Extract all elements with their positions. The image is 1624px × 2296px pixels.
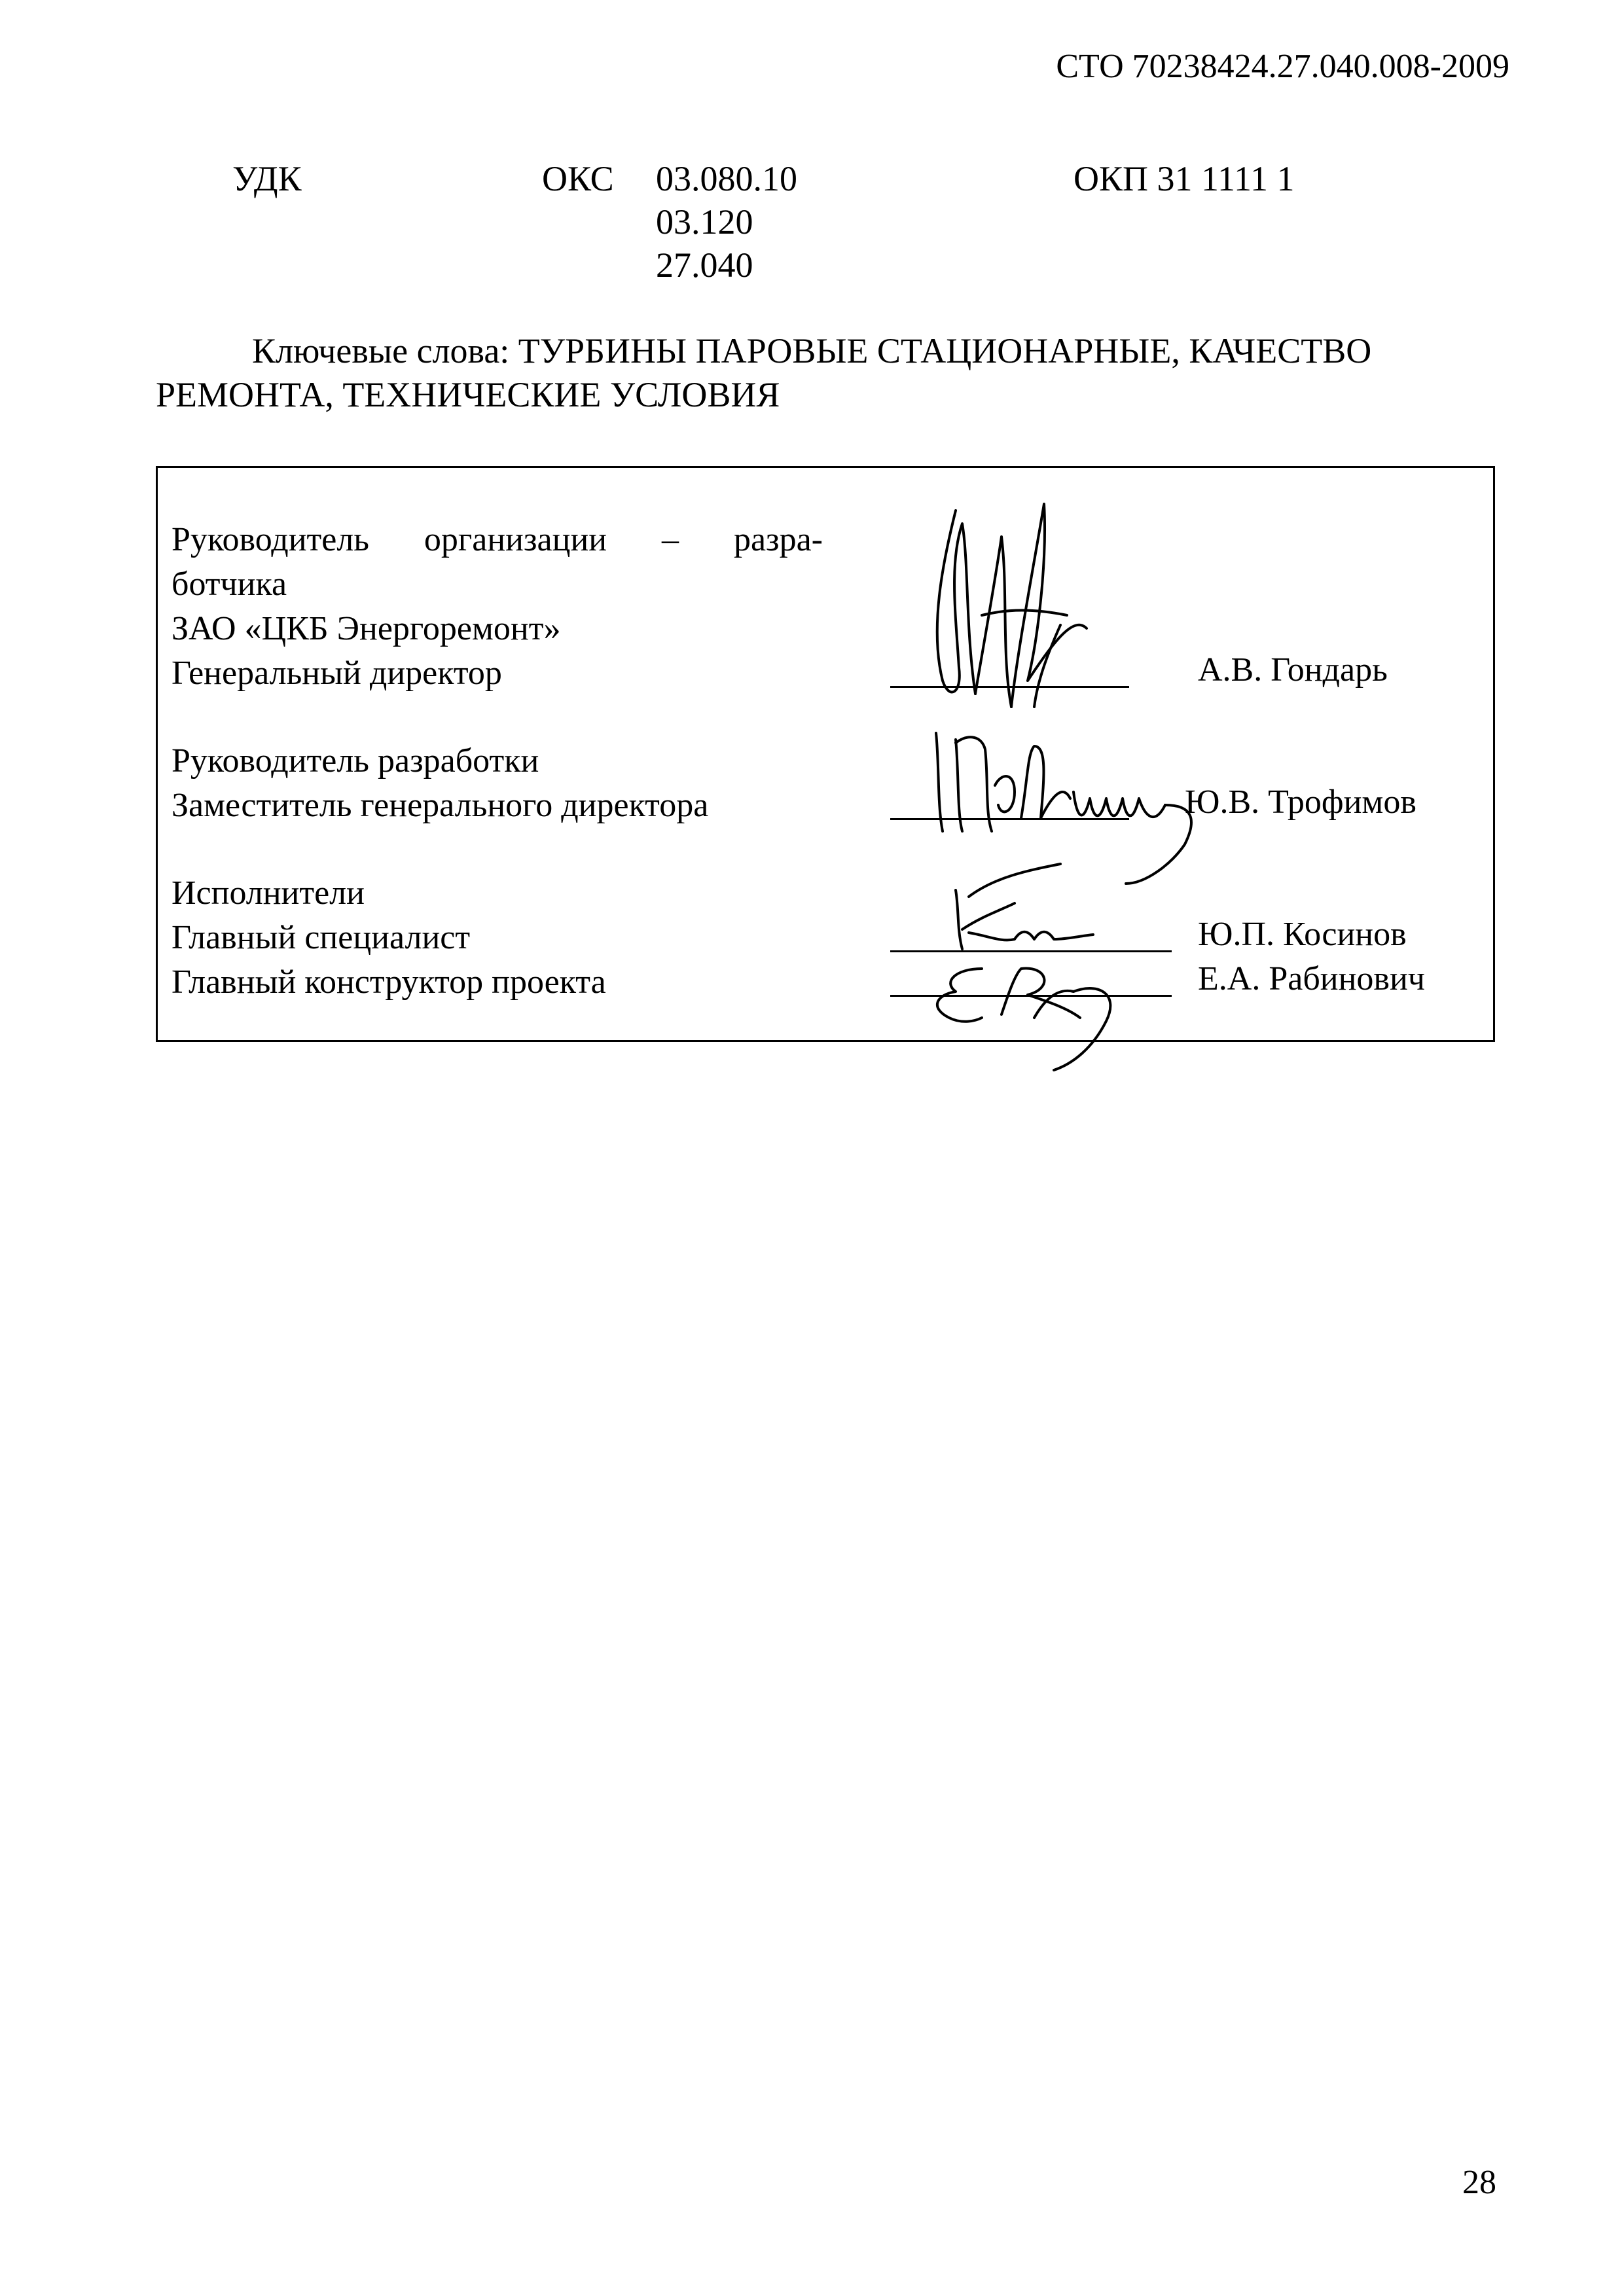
block1-name: А.В. Гондарь — [1198, 651, 1388, 689]
oks-code-2: 03.120 — [656, 202, 753, 242]
oks-code-3: 27.040 — [656, 245, 753, 285]
block2-name: Ю.В. Трофимов — [1185, 783, 1416, 821]
block1-role-line-3: ЗАО «ЦКБ Энергоремонт» — [171, 610, 561, 647]
signature-rabinovich — [903, 956, 1139, 1073]
keywords-line-1: Ключевые слова: ТУРБИНЫ ПАРОВЫЕ СТАЦИОНАРНЫЕ, КАЧЕСТВО — [252, 331, 1372, 370]
block3-role-line-1: Исполнители — [171, 874, 365, 912]
block3-role-line-3: Главный конструктор проекта — [171, 963, 606, 1001]
signature-gondar — [903, 484, 1126, 720]
signature-kosinov — [929, 857, 1126, 962]
block1-role-line-1: Руководитель организации – разра- — [171, 521, 823, 558]
block3-name-1: Ю.П. Косинов — [1198, 916, 1407, 953]
block3-name-2: Е.А. Рабинович — [1198, 960, 1425, 997]
okp-code: ОКП 31 1111 1 — [1074, 159, 1295, 198]
block3-role-line-2: Главный специалист — [171, 919, 471, 956]
document-code: СТО 70238424.27.040.008-2009 — [1056, 48, 1509, 85]
block2-role-line-2: Заместитель генерального директора — [171, 787, 709, 824]
block1-role-line-4: Генеральный директор — [171, 655, 502, 692]
block1-role-line-2: ботчика — [171, 565, 287, 603]
oks-label: ОКС — [542, 159, 614, 198]
block2-role-line-1: Руководитель разработки — [171, 742, 539, 780]
page-number: 28 — [1462, 2164, 1496, 2201]
keywords-line-2: РЕМОНТА, ТЕХНИЧЕСКИЕ УСЛОВИЯ — [156, 375, 780, 414]
oks-code-1: 03.080.10 — [656, 159, 797, 198]
udk-label: УДК — [232, 159, 302, 198]
